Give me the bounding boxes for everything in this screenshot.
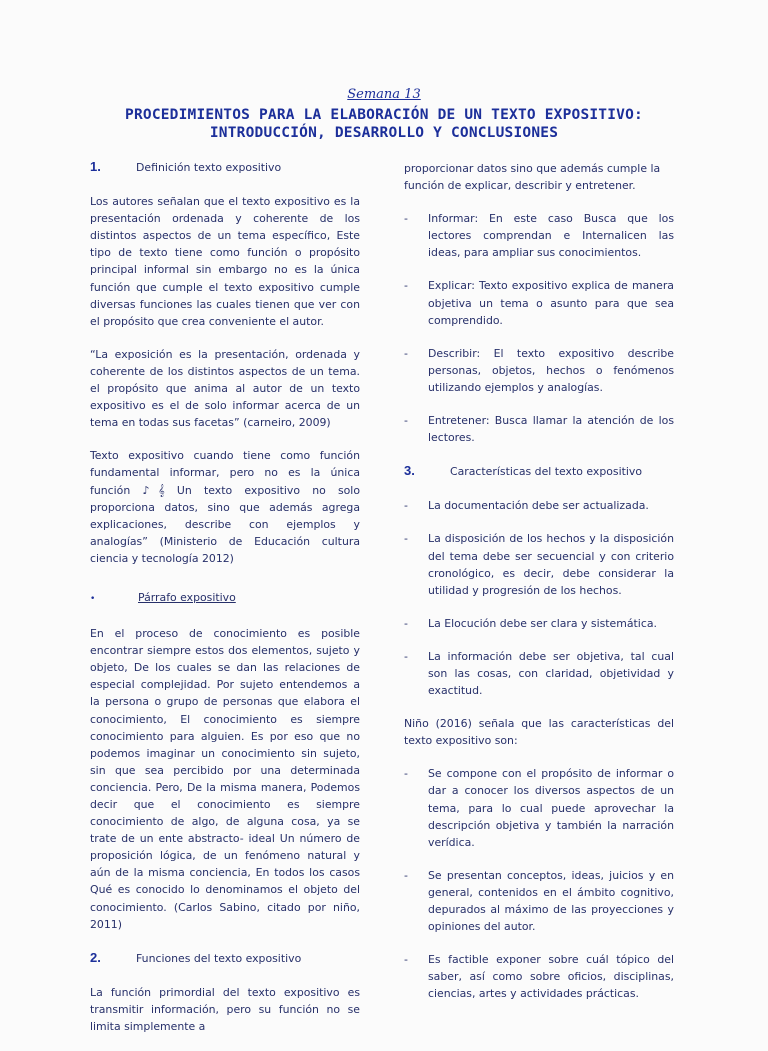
list-item bbox=[404, 648, 674, 699]
quote-paragraph: “La exposición es la presentación, ordenada y coherente de los distintos aspectos de un tema. el propósito que anima al autor de un texto expositivo es el de solo informar acerca de un tema en todas sus facetas” (carneiro, 2009) bbox=[90, 347, 360, 430]
right-column bbox=[404, 160, 674, 1018]
list-item bbox=[404, 765, 674, 850]
title-line-2: INTRODUCCIÓN, DESARROLLO Y CONCLUSIONES bbox=[209, 125, 559, 141]
section-2-heading bbox=[90, 949, 360, 967]
section-3-number: 3. bbox=[404, 463, 415, 479]
list-item-text: La Elocución debe ser clara y sistemática. bbox=[428, 616, 657, 630]
dash-marker: - bbox=[404, 649, 408, 663]
paragraph-text: Un texto expositivo no solo proporciona datos, sino que además agrega explicaciones, describe con ejemplos y analogías” (Ministerio de Educación cultura ciencia y tecnología 2012) bbox=[90, 483, 360, 565]
document-title bbox=[0, 106, 768, 142]
dash-marker: - bbox=[404, 499, 408, 513]
section-2-number: 2. bbox=[90, 949, 101, 965]
list-item-text: Se presentan conceptos, ideas, juicios y en general, contenidos en el ámbito cognitivo, depurados al máximo de las proyecciones y opiniones del autor. bbox=[428, 868, 674, 934]
list-item bbox=[404, 867, 674, 935]
dash-marker: - bbox=[404, 532, 408, 546]
left-column bbox=[90, 158, 360, 1051]
dash-marker: - bbox=[404, 212, 408, 226]
section-3-heading bbox=[404, 462, 674, 480]
list-item-text: La información debe ser objetiva, tal cual son las cosas, con claridad, objetividad y exactitud. bbox=[428, 649, 674, 698]
list-item bbox=[404, 412, 674, 446]
section-1-heading bbox=[90, 158, 360, 176]
section-2-title: Funciones del texto expositivo bbox=[136, 951, 302, 965]
list-item-text: La documentación debe ser actualizada. bbox=[428, 499, 649, 513]
bullet-heading bbox=[90, 589, 360, 608]
title-line-1: PROCEDIMIENTOS PARA LA ELABORACIÓN DE UN TEXTO EXPOSITIVO: bbox=[125, 107, 643, 123]
list-item bbox=[404, 497, 674, 514]
bullet-icon: • bbox=[90, 593, 96, 604]
dash-marker: - bbox=[404, 953, 408, 967]
list-item-text: Es factible exponer sobre cuál tópico del saber, así como sobre oficios, disciplinas, ciencias, artes y actividades prácticas. bbox=[428, 953, 674, 1001]
list-item-text: Entretener: Busca llamar la atención de los lectores. bbox=[428, 414, 674, 445]
list-item-text: Describir: El texto expositivo describe personas, objetos, hechos o fenómenos utilizando ejemplos y analogías. bbox=[428, 346, 674, 394]
dash-marker: - bbox=[404, 767, 408, 781]
music-note-icon: ♪𝄞 bbox=[142, 483, 165, 497]
list-item-text: La disposición de los hechos y la disposición del tema debe ser secuencial y con criterio cronológico, es decir, debe considerar la utilidad y progresión de los hechos. bbox=[428, 532, 674, 597]
paragraph-text: Texto expositivo cuando tiene como función fundamental informar, pero no es la única función bbox=[90, 449, 360, 497]
section-1-number: 1. bbox=[90, 159, 101, 174]
list-item bbox=[404, 345, 674, 396]
dash-marker: - bbox=[404, 279, 408, 293]
dash-marker: - bbox=[404, 414, 408, 428]
paragraph: En el proceso de conocimiento es posible encontrar siempre estos dos elementos, sujeto y objeto, De los cuales se dan las relaciones de especial complejidad. Por sujeto entendemos a la persona o grupo de personas que elabora el conocimiento, El conocimiento es siempre conocimiento para alguien. Es por eso que no podemos imaginar un conocimiento sin sujeto, sin que sea percibido por una determinada conciencia. Pero, De la misma manera, Podemos decir que el conocimiento es siempre conocimiento de algo, de alguna cosa, ya se trate de un ente abstracto- ideal Un número de proposición lógica, de un fenómeno natural y aún de la misma conciencia, En todos los casos Qué es conocido lo denominamos el objeto del conocimiento. (Carlos Sabino, citado por niño, 2011) bbox=[90, 627, 360, 931]
list-item bbox=[404, 277, 674, 328]
list-item bbox=[404, 951, 674, 1002]
list-item bbox=[404, 530, 674, 598]
paragraph bbox=[90, 447, 360, 567]
dash-marker: - bbox=[404, 868, 408, 882]
paragraph: proporcionar datos sino que además cumple la función de explicar, describir y entretener. bbox=[404, 162, 661, 193]
dash-marker: - bbox=[404, 616, 408, 630]
bullet-heading-title: Párrafo expositivo bbox=[138, 590, 236, 604]
list-item-text: Explicar: Texto expositivo explica de manera objetiva un tema o asunto para que sea comprendido. bbox=[428, 279, 674, 327]
paragraph: Los autores señalan que el texto expositivo es la presentación ordenada y coherente de los distintos aspectos de un tema específico, Este tipo de texto tiene como función o propósito principal informal sin embargo no es la única función que cumple el texto expositivo cumple diversas funciones las cuales tienen que ver con el propósito que crea conveniente el autor. bbox=[90, 195, 360, 328]
section-3-title: Características del texto expositivo bbox=[450, 465, 643, 479]
paragraph: La función primordial del texto expositivo es transmitir información, pero su función no se limita simplemente a bbox=[90, 985, 360, 1034]
week-label: Semana 13 bbox=[347, 87, 421, 102]
paragraph: Niño (2016) señala que las características del texto expositivo son: bbox=[404, 717, 674, 748]
list-item bbox=[404, 210, 674, 261]
list-item-text: Se compone con el propósito de informar o dar a conocer los diversos aspectos de un tema, para lo cual puede aprovechar la descripción objetiva y también la narración verídica. bbox=[428, 767, 674, 849]
dash-marker: - bbox=[404, 346, 408, 360]
section-1-title: Definición texto expositivo bbox=[136, 161, 282, 174]
list-item bbox=[404, 615, 674, 632]
list-item-text: Informar: En este caso Busca que los lectores comprendan e Internalicen las ideas, para ampliar sus conocimientos. bbox=[428, 212, 674, 260]
